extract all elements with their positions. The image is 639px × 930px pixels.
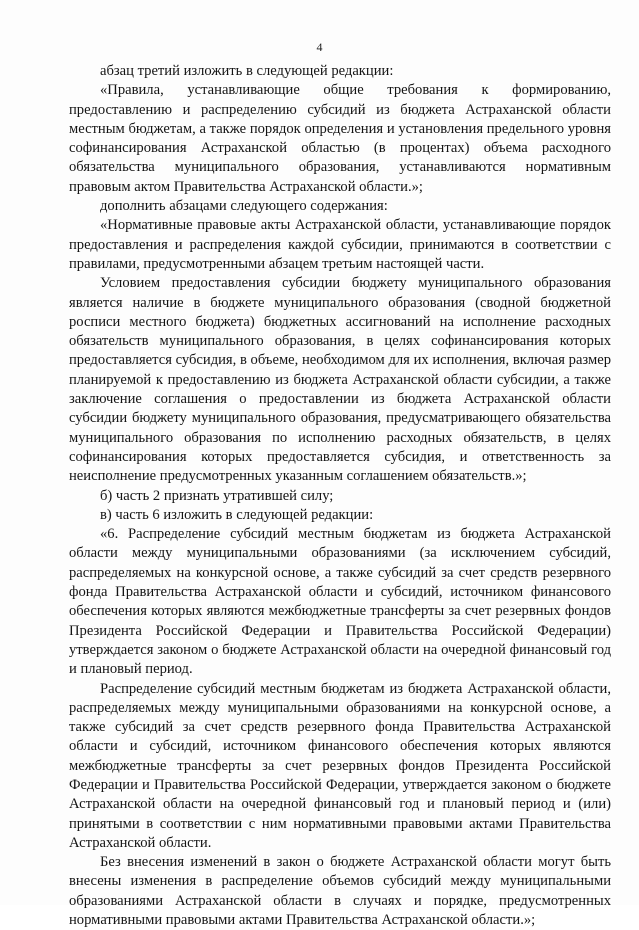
paragraph: «6. Распределение субсидий местным бюджетам из бюджета Астраханской области между муниципальными образованиями (за исключением субсидий, распределяемых на конкурсной основе, а также субсидий за счет средств резервного фонда Правительства Астраханской области и субсидий, источником финансового обеспечения которых являются межбюджетные трансферты за счет резервных фондов Президента Российской Федерации и Правительства Российской Федерации) утверждается законом о бюджете Астраханской области на очередной финансовый год и плановый период. [69,526,611,678]
paragraph: абзац третий изложить в следующей редакции: [100,63,394,79]
paragraph: дополнить абзацами следующего содержания: [100,198,388,215]
paragraph: «Правила, устанавливающие общие требования к формированию, предоставлению и распределению субсидий из бюджета Астраханской области местным бюджетам, а также порядок определения и установления предельного уровня софинансирования Астраханской областью (в процентах) объема расходного обязательства муниципального образования, устанавливаются нормативным правовым актом Правительства Астраханской области.»; [69,82,611,195]
paragraph: «Нормативные правовые акты Астраханской области, устанавливающие порядок предоставления и распределения каждой субсидии, принимаются в соответствии с правилами, предусмотренными абзацем третьим настоящей части. [69,217,611,272]
paragraph: в) часть 6 изложить в следующей редакции: [100,506,374,523]
document-body [69,62,611,930]
paragraph: Распределение субсидий местным бюджетам из бюджета Астраханской области, распределяемых между муниципальными образованиями на конкурсной основе, а также субсидий за счет средств резервного фонда Правительства Астраханской области и субсидий, источником финансового обеспечения которых являются межбюджетные трансферты за счет резервных фондов Президента Российской Федерации и Правительства Российской Федерации, утверждается законом о бюджете Астраханской области на очередной финансовый год и плановый период и (или) принятыми в соответствии с ним нормативными правовыми актами Правительства Астраханской области. [69,680,611,851]
paragraph: Условием предоставления субсидии бюджету муниципального образования является наличие в бюджете муниципального образования (сводной бюджетной росписи местного бюджета) бюджетных ассигнований на исполнение расходных обязательств муниципального образования, в целях софинансирования которых предоставляется субсидия, в объеме, необходимом для их исполнения, включая размер планируемой к предоставлению из бюджета Астраханской области субсидии, а также заключение соглашения о предоставлении из бюджета Астраханской области субсидии бюджету муниципального образования, предусматривающего обязательства муниципального образования по исполнению расходных обязательств, в целях софинансирования которых предоставляется субсидия, и ответственность за неисполнение предусмотренных указанным соглашением обязательств.»; [69,275,611,485]
page-number: 4 [316,40,323,54]
paragraph: б) часть 2 признать утратившей силу; [100,487,334,504]
paragraph: Без внесения изменений в закон о бюджете Астраханской области могут быть внесены изменения в распределение объемов субсидий между муниципальными образованиями Астраханской области в случаях и порядке, предусмотренных нормативными правовыми актами Правительства Астраханской области.»; [69,854,611,929]
